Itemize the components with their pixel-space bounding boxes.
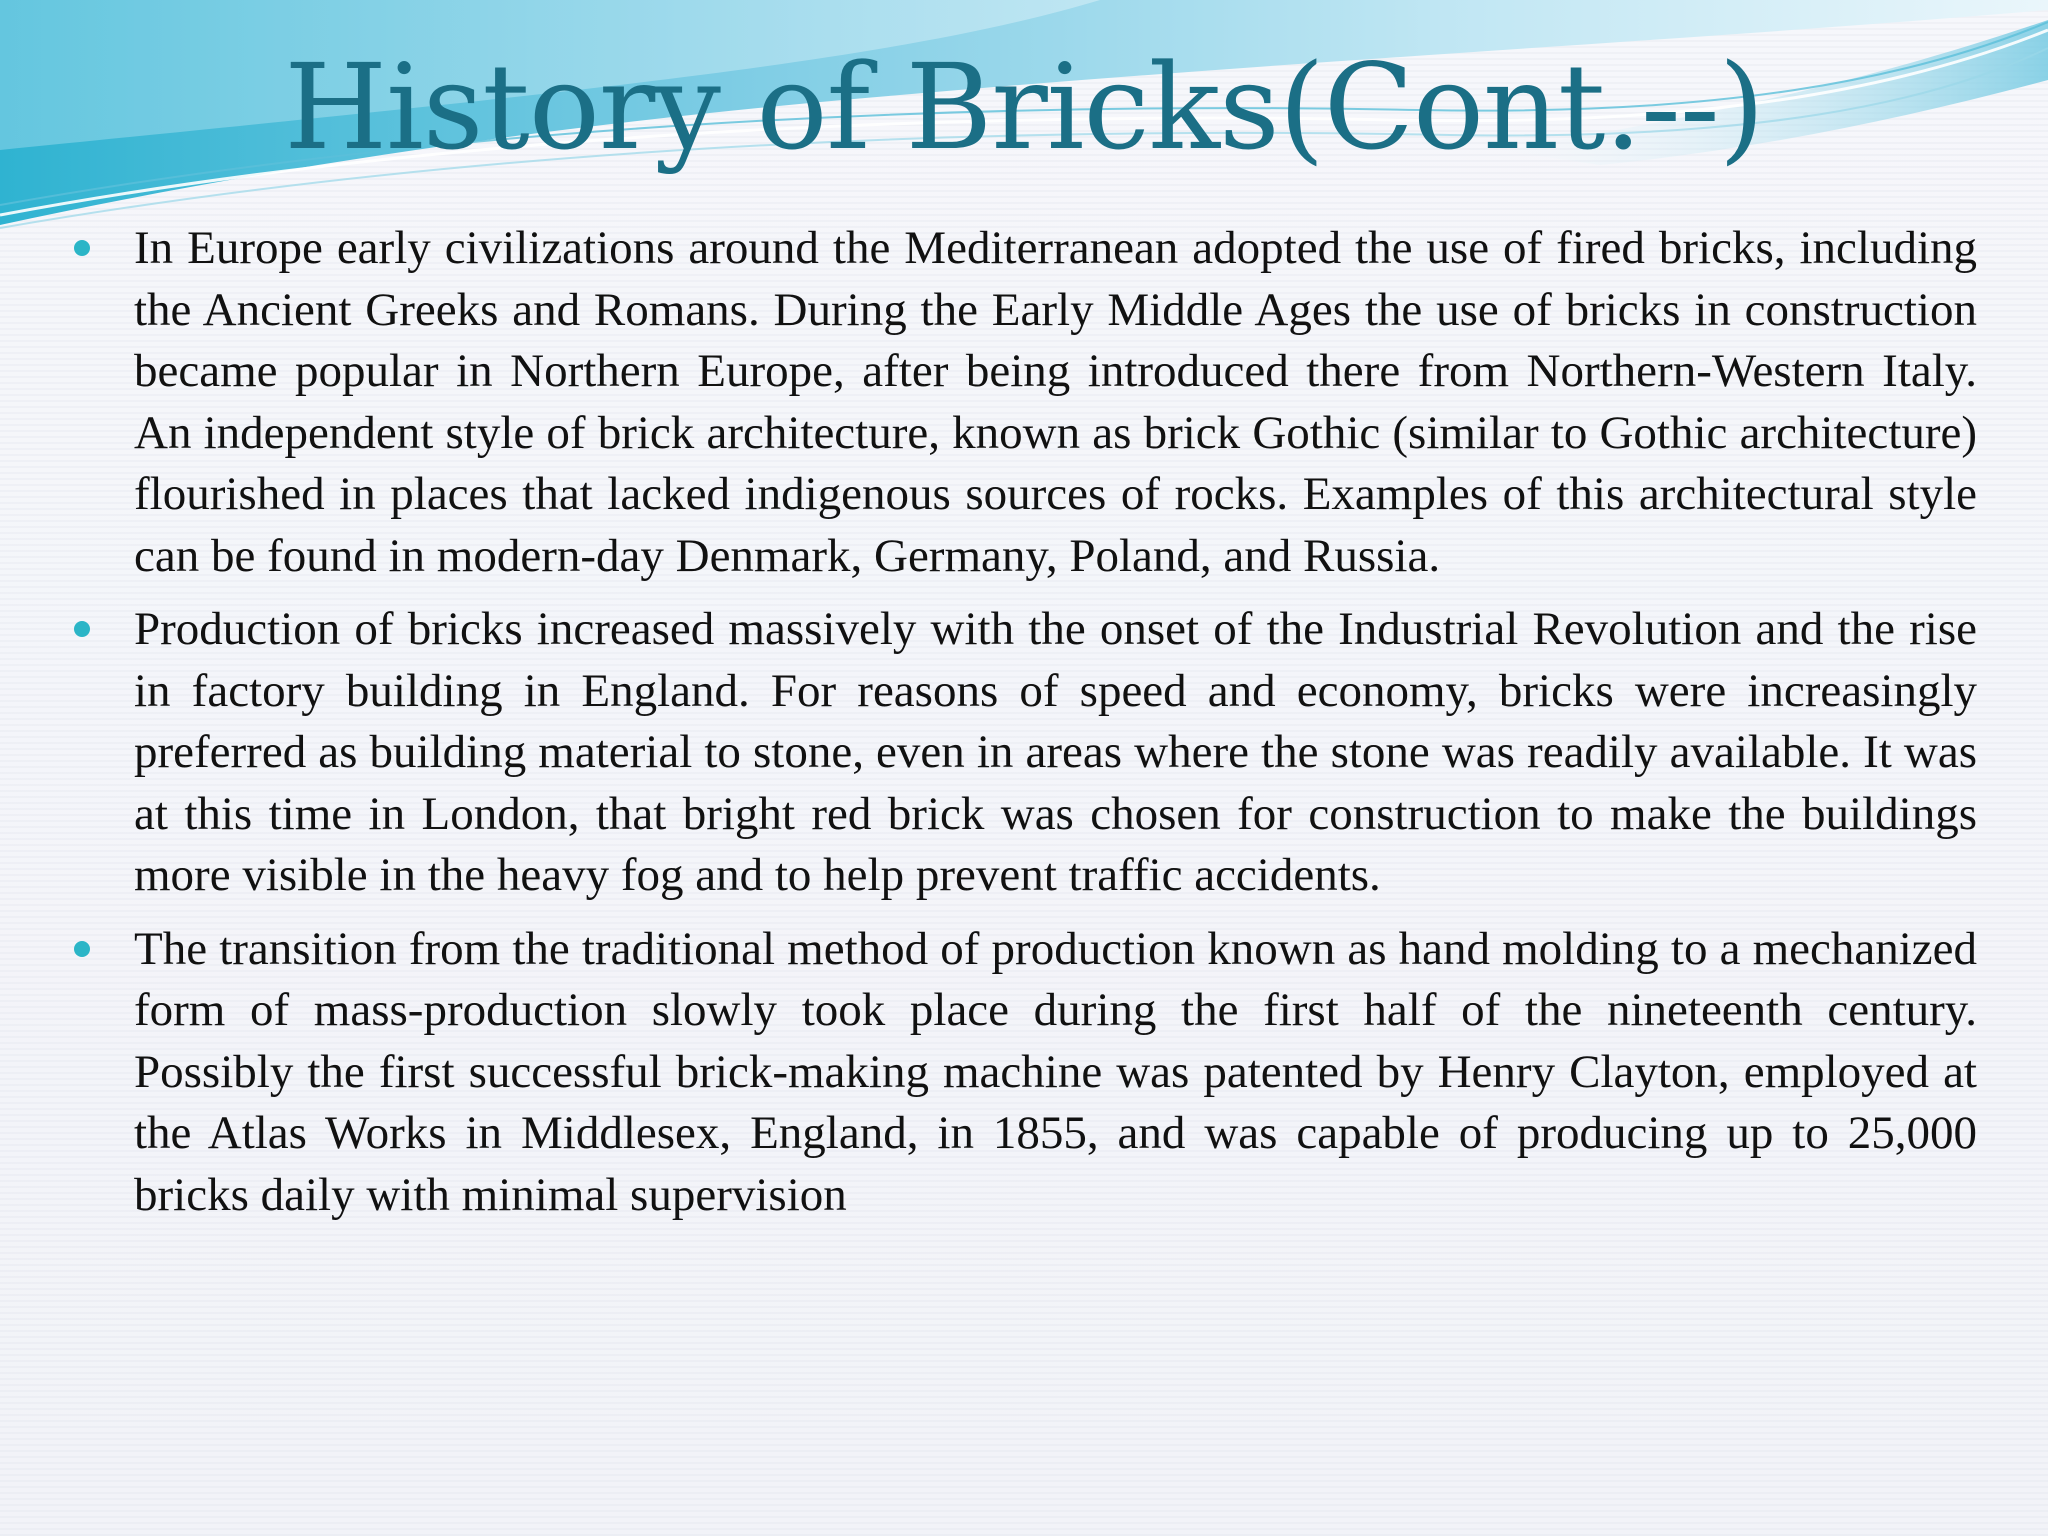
bullet-dot-icon [74,240,90,256]
bullet-text: In Europe early civilizations around the Mediterranean adopted the use of fired bricks, including the Ancient Greeks and Romans. During the Early Middle Ages the use of bricks in construction became popular in Northern Europe, after being introduced there from Northern-Western Italy. An independent style of brick architecture, known as brick Gothic (similar to Gothic architecture) flourished in places that lacked indigenous sources of rocks. Examples of this architectural style can be found in modern-day Denmark, Germany, Poland, and Russia. [134,222,1977,582]
bullet-text: Production of bricks increased massively with the onset of the Industrial Revolution and the rise in factory building in England. For reasons of speed and economy, bricks were increasingly preferred as building material to stone, even in areas where the stone was readily available. It was at this time in London, that bright red brick was chosen for construction to make the buildings more visible in the heavy fog and to help prevent traffic accidents. [134,603,1977,901]
bullet-text: The transition from the traditional method of production known as hand molding to a mechanized form of mass-production slowly took place during the first half of the nineteenth century. Possibly the first successful brick-making machine was patented by Henry Clayton, employed at the Atlas Works in Middlesex, England, in 1855, and was capable of producing up to 25,000 bricks daily with minimal supervision [134,922,1977,1221]
bullet-dot-icon [74,941,90,957]
slide-title: History of Bricks(Cont.--) [284,38,1764,176]
bullet-item [72,218,1977,587]
bullet-dot-icon [74,621,90,637]
bullet-item [72,599,1977,907]
bullet-item [72,919,1977,1227]
bullet-list [72,218,1977,1238]
